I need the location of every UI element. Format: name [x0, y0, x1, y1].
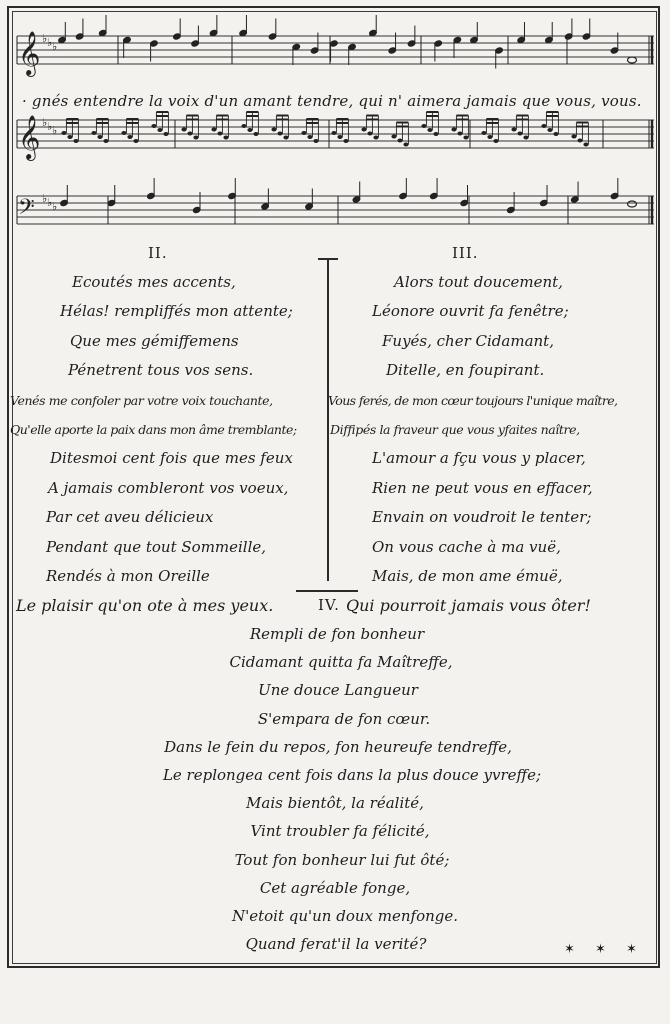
verse-line: Pénetrent tous vos sens. — [68, 361, 254, 380]
verse-line: L'amour a fçu vous y placer, — [372, 449, 586, 468]
stanza-ii — [6, 268, 328, 621]
music-score — [0, 0, 670, 250]
svg-text:𝄞: 𝄞 — [18, 115, 41, 159]
svg-text:♭: ♭ — [47, 196, 53, 209]
stanza-iii-number: III. — [452, 244, 479, 262]
verse-line: Rempli de fon bonheur — [249, 625, 425, 643]
verse-line: On vous cache à ma vuë, — [372, 537, 561, 556]
verse-line: Ditesmoi cent fois que mes feux — [50, 449, 293, 468]
song-lyric-line: · gnés entendre la voix d'un amant tendre, qui n' aimera jamais que vous, vous. — [22, 92, 642, 110]
verse-line: Qui pourroit jamais vous ôter! — [346, 596, 591, 616]
verse-line: Une douce Langueur — [258, 681, 418, 700]
stanza-iv-number: IV. — [318, 596, 340, 614]
verse-line: Quand ferat'il la verité? — [245, 935, 427, 954]
verse-line: Cidamant quitta fa Maîtreffe, — [229, 653, 453, 672]
verse-line: Diffipés la fraveur que vous yfaites naître, — [330, 421, 580, 437]
svg-text:𝄞: 𝄞 — [18, 31, 41, 75]
verse-line: Le plaisir qu'on ote à mes yeux. — [16, 596, 274, 616]
ornament-stars: ✶ ✶ ✶ — [564, 942, 645, 957]
stanza-ii-number: II. — [148, 244, 168, 262]
verse-line: Vint troubler fa félicité, — [250, 822, 430, 841]
verse-line: S'empara de fon cœur. — [257, 709, 431, 728]
verse-line: Tout fon bonheur lui fut ôté; — [234, 850, 450, 869]
verse-line: Mais bientôt, la réalité, — [246, 794, 424, 813]
svg-text:♭: ♭ — [52, 124, 58, 137]
verse-line: Que mes gémiffemens — [70, 331, 239, 350]
verse-line: Hélas! rempliffés mon attente; — [60, 302, 293, 321]
svg-text:♭: ♭ — [47, 120, 53, 133]
verse-line: Cet agréable fonge, — [259, 878, 411, 897]
verse-line: Rien ne peut vous en effacer, — [372, 478, 593, 497]
verse-line: Rendés à mon Oreille — [46, 566, 210, 585]
svg-text:♭: ♭ — [47, 36, 53, 49]
verse-line: Par cet aveu délicieux — [46, 508, 214, 527]
stanza-iv — [0, 620, 670, 958]
verse-line: Le replongea cent fois dans la plus douce yvreffe; — [162, 765, 542, 784]
svg-text:♭: ♭ — [52, 40, 58, 53]
stanza-iii — [326, 268, 648, 621]
verse-line: N'etoit qu'un doux menfonge. — [231, 906, 459, 925]
verse-line: Alors tout doucement, — [394, 273, 563, 291]
svg-text:♭: ♭ — [52, 200, 58, 213]
verse-line: Ditelle, en foupirant. — [386, 361, 545, 380]
verse-line: Envain on voudroit le tenter; — [372, 508, 592, 527]
verse-line: Venés me confoler par votre voix touchante, — [10, 392, 273, 408]
svg-text:♭: ♭ — [42, 192, 48, 205]
svg-text:♭: ♭ — [42, 116, 48, 129]
verse-line: A jamais combleront vos voeux, — [48, 478, 289, 497]
verse-line: Ecoutés mes accents, — [72, 273, 236, 291]
svg-text:♭: ♭ — [42, 32, 48, 45]
svg-text:𝄢: 𝄢 — [18, 195, 35, 225]
verse-line: Fuyés, cher Cidamant, — [382, 331, 554, 350]
notes — [58, 15, 637, 214]
verse-line: Qu'elle aporte la paix dans mon âme tremblante; — [10, 421, 297, 437]
verse-line: Vous ferés, de mon cœur toujours l'unique maître, — [328, 392, 618, 408]
verse-line: Mais, de mon ame émuë, — [372, 566, 563, 585]
verse-line: Léonore ouvrit fa fenêtre; — [372, 302, 569, 321]
verse-line: Pendant que tout Sommeille, — [46, 537, 267, 556]
verse-line: Dans le fein du repos, fon heureufe tendreffe, — [164, 737, 512, 756]
